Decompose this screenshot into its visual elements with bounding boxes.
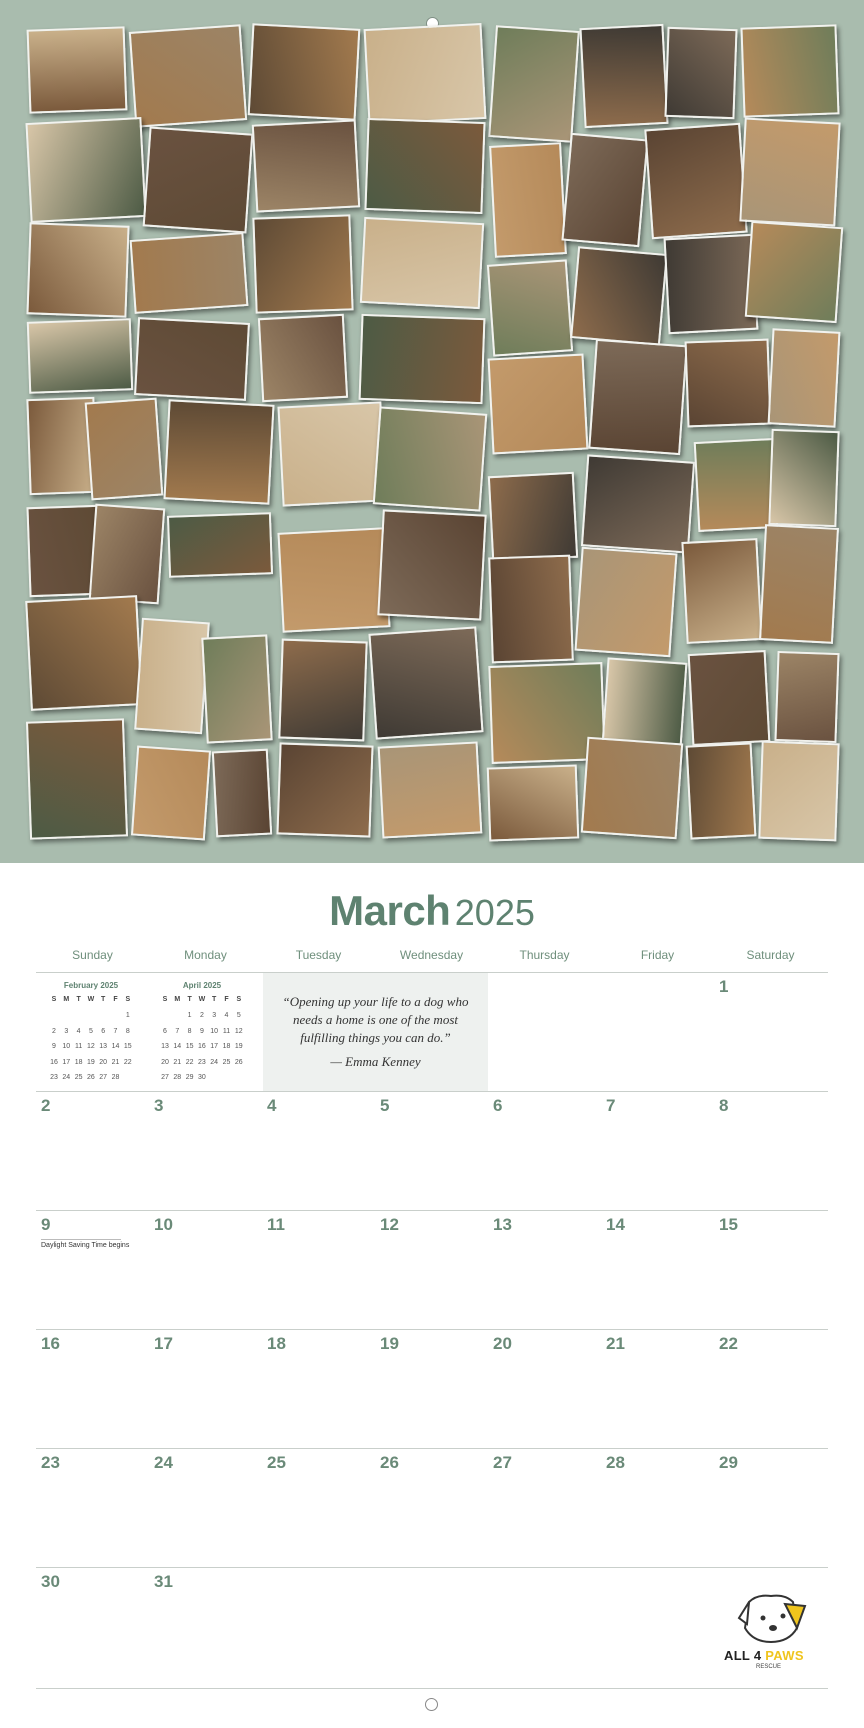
day-number: 8 (719, 1096, 729, 1115)
dog-photo (581, 454, 695, 553)
dog-photo (134, 618, 210, 734)
mini-calendar-weekday: T (212, 996, 217, 1003)
mini-calendar-day: 3 (212, 1012, 217, 1019)
dog-photo (26, 718, 128, 839)
mini-calendar-weekday: S (125, 996, 131, 1003)
mini-calendar-day: 15 (123, 1043, 132, 1050)
week-divider (36, 1567, 828, 1568)
day-number: 11 (267, 1215, 285, 1234)
dog-photo (252, 119, 360, 212)
dog-photo (488, 472, 578, 562)
day-number: 10 (154, 1215, 173, 1234)
day-number: 12 (380, 1215, 399, 1234)
dog-photo (588, 339, 687, 455)
dog-photo (368, 626, 483, 739)
dog-photo (488, 25, 580, 143)
mini-calendar-day: 15 (185, 1043, 194, 1050)
mini-calendar-day: 29 (185, 1074, 194, 1081)
mini-calendar-day: 12 (234, 1027, 243, 1035)
quote-author: — Emma Kenney (330, 1054, 421, 1069)
week-divider (36, 1091, 828, 1092)
mini-calendar-day: 23 (50, 1074, 58, 1081)
dog-photo (688, 650, 771, 746)
dog-photo (364, 23, 487, 125)
mini-calendar-day: 21 (173, 1058, 182, 1066)
mini-calendar-day: 10 (210, 1027, 219, 1035)
dog-photo (487, 259, 573, 356)
dog-photo (130, 232, 249, 314)
dog-photo (360, 217, 484, 309)
dog-photo (364, 118, 485, 214)
dog-photo-collage (0, 0, 864, 863)
week-divider (36, 1210, 828, 1211)
day-number: 24 (154, 1453, 173, 1472)
mini-calendar-day: 10 (62, 1043, 71, 1050)
weekday-header: Friday (640, 948, 675, 962)
mini-calendar-day: 21 (111, 1058, 120, 1066)
mini-calendar-day: 2 (199, 1012, 204, 1019)
mini-calendar-day: 1 (187, 1012, 192, 1019)
dog-photo (131, 746, 211, 841)
day-number: 29 (719, 1453, 738, 1472)
day-number: 18 (267, 1334, 286, 1353)
day-number: 17 (154, 1334, 173, 1353)
weekday-header: Sunday (72, 948, 113, 962)
day-number: 14 (606, 1215, 625, 1234)
dog-photo (277, 527, 390, 633)
dog-photo (681, 538, 762, 644)
day-number: 1 (719, 977, 729, 996)
day-number: 15 (719, 1215, 738, 1234)
dog-photo (201, 634, 272, 743)
dog-photo (768, 429, 839, 527)
mini-calendar-day: 17 (210, 1043, 219, 1050)
mini-calendar-day: 18 (74, 1058, 83, 1066)
day-number: 25 (267, 1453, 286, 1472)
mini-calendar-weekday: F (113, 996, 118, 1003)
mini-calendar-day: 7 (113, 1027, 118, 1035)
dog-photo (561, 133, 648, 247)
day-number: 22 (719, 1334, 738, 1353)
dog-photo (664, 27, 737, 119)
dog-photo (25, 595, 143, 711)
dog-photo (489, 142, 567, 258)
mini-calendar-day: 6 (101, 1027, 106, 1035)
mini-calendar-day: 25 (222, 1058, 231, 1066)
dog-photo (487, 764, 580, 841)
mini-calendar-day: 7 (175, 1027, 180, 1035)
dog-photo (129, 24, 247, 128)
mini-calendar-weekday: M (63, 996, 70, 1003)
dog-photo (258, 314, 348, 402)
dog-photo (488, 555, 574, 664)
dog-photo (488, 354, 589, 455)
mini-calendar-day: 2 (52, 1027, 56, 1035)
dog-photo (277, 401, 386, 506)
dog-photo (163, 399, 274, 504)
mini-calendar-day: 25 (74, 1074, 83, 1081)
dst-event-note: Daylight Saving Time begins (41, 1242, 130, 1249)
mini-calendar-day: 22 (185, 1058, 194, 1066)
dog-photo (359, 314, 486, 404)
day-number: 16 (41, 1334, 60, 1353)
dog-photo (26, 222, 129, 317)
dog-photo (89, 504, 166, 605)
dog-photo (377, 509, 486, 620)
dog-photo (758, 741, 839, 842)
day-number: 5 (380, 1096, 390, 1115)
weekday-header: Thursday (519, 948, 570, 962)
day-number: 27 (493, 1453, 512, 1472)
mini-calendar-day: 9 (52, 1043, 56, 1050)
month-name: March (329, 887, 451, 934)
quote-line: “Opening up your life to a dog who (282, 994, 469, 1009)
logo-text-part: ALL 4 (724, 1648, 766, 1663)
mini-calendar-day: 8 (187, 1027, 192, 1035)
mini-calendar-weekday: S (51, 996, 57, 1003)
day-number: 7 (606, 1096, 616, 1115)
dog-photo (740, 24, 839, 117)
mini-calendar-title: April 2025 (182, 981, 222, 990)
dog-photo (212, 749, 272, 838)
mini-calendar-weekday: S (162, 996, 168, 1003)
dog-photo (143, 126, 254, 233)
mini-calendar-day: 22 (123, 1058, 132, 1066)
mini-calendar-day: 26 (234, 1058, 243, 1066)
mini-calendar-day: 28 (173, 1074, 182, 1081)
dog-photo (167, 512, 273, 578)
dog-photo (27, 318, 133, 394)
weekday-header: Wednesday (399, 948, 464, 962)
mini-calendar-day: 13 (161, 1043, 169, 1050)
day-number: 31 (154, 1572, 173, 1591)
mini-calendar-day: 4 (224, 1012, 229, 1019)
quote-line: fulfilling things you can do.” (300, 1030, 451, 1045)
dog-photo (570, 246, 668, 345)
dog-photo (278, 639, 367, 742)
mini-calendar-day: 23 (197, 1058, 206, 1066)
dog-photo (579, 24, 668, 128)
dog-photo (252, 214, 353, 313)
dog-photo (644, 123, 747, 239)
dog-photo (739, 118, 840, 227)
quote-line: needs a home is one of the most (292, 1012, 458, 1027)
mini-calendar-day: 3 (64, 1027, 69, 1035)
day-number: 20 (493, 1334, 512, 1353)
bottom-hole (425, 1698, 438, 1711)
mini-calendar-day: 11 (74, 1043, 83, 1050)
dog-photo (774, 651, 839, 743)
mini-calendar-weekday: F (224, 996, 229, 1003)
week-divider (36, 1448, 828, 1449)
dog-photo (276, 742, 373, 837)
week-divider (36, 1688, 828, 1689)
mini-calendar-day: 9 (199, 1027, 204, 1035)
day-number: 30 (41, 1572, 60, 1591)
mini-calendar-title: February 2025 (63, 981, 119, 990)
day-number: 19 (380, 1334, 399, 1353)
mini-calendar-day: 19 (86, 1058, 95, 1066)
dog-photo (574, 547, 677, 657)
mini-calendar-weekday: M (174, 996, 181, 1003)
dog-photo (694, 438, 779, 532)
dog-photo (248, 23, 361, 121)
mini-calendar-day: 1 (125, 1012, 130, 1019)
mini-calendar-weekday: T (101, 996, 106, 1003)
weekday-header: Monday (184, 948, 227, 962)
dog-photo (664, 234, 759, 335)
dog-logo-icon (737, 1588, 807, 1648)
mini-calendar-weekday: T (76, 996, 81, 1003)
mini-calendar-day: 8 (125, 1027, 130, 1035)
logo-subtext: RESCUE (756, 1664, 782, 1670)
dog-photo (134, 317, 250, 401)
mini-calendar-day: 16 (197, 1043, 206, 1050)
mini-calendar-day: 26 (86, 1074, 95, 1081)
mini-calendar-day: 18 (222, 1043, 231, 1050)
dog-photo (768, 328, 841, 427)
mini-calendar-day: 4 (76, 1027, 81, 1035)
day-number: 23 (41, 1453, 60, 1472)
year: 2025 (454, 892, 535, 933)
mini-calendar-weekday: W (198, 996, 206, 1003)
logo-text (724, 1648, 804, 1663)
day-number: 21 (606, 1334, 625, 1353)
mini-calendar-day: 5 (236, 1012, 241, 1019)
mini-calendar-day: 6 (163, 1027, 167, 1035)
mini-calendar-day: 11 (222, 1027, 231, 1035)
dog-photo (85, 398, 164, 501)
mini-calendar-day: 24 (210, 1058, 219, 1066)
mini-calendar-day: 16 (50, 1058, 58, 1066)
day-number: 13 (493, 1215, 512, 1234)
day-number: 26 (380, 1453, 399, 1472)
dog-photo (686, 742, 757, 839)
dog-photo (378, 741, 483, 838)
mini-calendar-day: 27 (161, 1074, 169, 1081)
dog-photo (759, 524, 839, 644)
day-number: 28 (606, 1453, 625, 1472)
mini-calendar-weekday: W (87, 996, 95, 1003)
mini-calendar-day: 24 (62, 1074, 71, 1081)
dog-photo (745, 221, 843, 323)
mini-calendar-weekday: S (236, 996, 242, 1003)
mini-calendar-day: 13 (99, 1043, 108, 1050)
day-number: 9 (41, 1215, 51, 1234)
dog-photo (373, 406, 488, 511)
dog-photo (25, 117, 146, 223)
mini-calendar-day: 27 (99, 1074, 108, 1081)
mini-calendar-day: 20 (99, 1058, 108, 1066)
quote-text (274, 993, 477, 1047)
dog-photo (581, 737, 683, 839)
weekday-header: Saturday (746, 948, 795, 962)
logo-text-accent: PAWS (765, 1648, 804, 1663)
mini-calendar-day: 14 (173, 1043, 182, 1050)
weekday-header: Tuesday (295, 948, 342, 962)
mini-calendar-day: 30 (197, 1074, 206, 1081)
day-number: 6 (493, 1096, 503, 1115)
day-number: 2 (41, 1096, 51, 1115)
calendar-title (0, 887, 864, 934)
mini-calendar-day: 28 (111, 1074, 120, 1081)
day-number: 3 (154, 1096, 164, 1115)
day-number: 4 (267, 1096, 277, 1115)
dog-photo (27, 26, 128, 113)
mini-calendar-day: 12 (86, 1043, 95, 1050)
mini-calendar-day: 5 (88, 1027, 93, 1035)
mini-calendar-day: 17 (62, 1058, 71, 1066)
mini-calendar-weekday: T (187, 996, 192, 1003)
mini-calendar-day: 14 (111, 1043, 120, 1050)
mini-calendar-day: 20 (161, 1058, 169, 1066)
week-divider (36, 1329, 828, 1330)
mini-calendar-day: 19 (234, 1043, 243, 1050)
event-rule (41, 1239, 121, 1240)
dog-photo (685, 339, 772, 428)
